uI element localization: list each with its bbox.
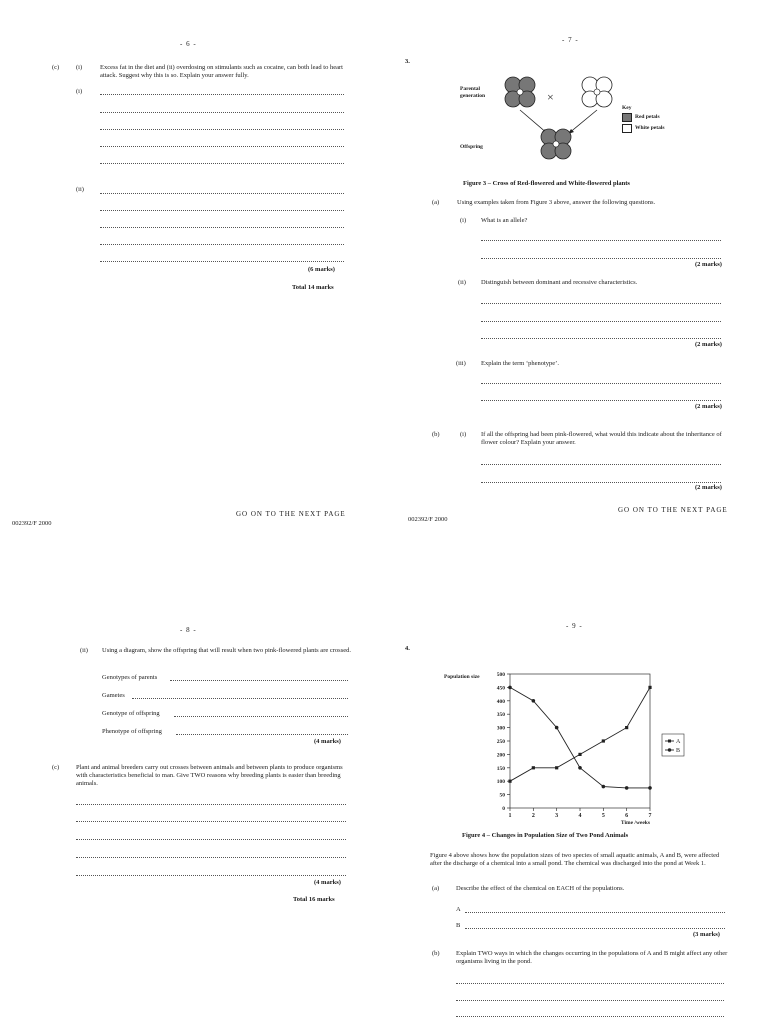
marks-label: (2 marks)	[695, 484, 722, 491]
y-tick-label: 350	[496, 712, 505, 719]
x-tick-label: 6	[625, 813, 629, 819]
question-part-label: (c)	[52, 764, 60, 771]
parental-generation-label: Parental generation	[460, 86, 486, 99]
marks-label: (4 marks)	[314, 738, 341, 745]
question-part-label: (b)	[432, 431, 440, 438]
question-text: Using examples taken from Figure 3 above, answer the following questions.	[457, 199, 656, 206]
answer-line	[76, 821, 346, 822]
answer-line	[481, 338, 721, 339]
x-tick-label: 1	[508, 813, 512, 819]
legend-label-B: B	[676, 748, 681, 755]
answer-line	[481, 258, 721, 259]
data-point-A	[555, 766, 558, 769]
answer-line	[76, 839, 346, 840]
answer-line	[481, 464, 721, 465]
answer-line	[481, 240, 721, 241]
question-number: 3.	[405, 58, 410, 65]
question-text: Using a diagram, show the offspring that will result when two pink-flowered plants are crossed.	[102, 647, 351, 654]
data-point-B	[648, 786, 652, 790]
white-flower-icon	[582, 77, 612, 107]
answer-line	[100, 94, 344, 95]
answer-line	[456, 983, 724, 984]
y-tick-label: 400	[496, 698, 505, 705]
answer-line	[100, 129, 344, 130]
legend-marker-A	[668, 740, 671, 743]
figure-caption: Figure 4 – Changes in Population Size of Two Pond Animals	[462, 832, 629, 839]
page-number: - 9 -	[566, 622, 583, 630]
answer-line	[174, 716, 348, 717]
population-line-chart	[440, 666, 690, 828]
question-text: Plant and animal breeders carry out crosses between animals and between plants to produce organisms with characteristics beneficial to man. Give TWO reasons why breeding plants is easier than breeding animals.	[76, 764, 343, 787]
answer-line	[176, 734, 348, 735]
answer-line	[132, 698, 348, 699]
series-line-B	[510, 687, 650, 788]
data-point-B	[555, 726, 559, 730]
data-point-B	[508, 686, 512, 690]
y-tick-label: 300	[496, 725, 505, 732]
answer-line	[100, 112, 344, 113]
data-point-B	[578, 766, 582, 770]
total-marks: Total 16 marks	[293, 896, 335, 903]
page-number: - 8 -	[180, 626, 197, 634]
answer-line	[100, 261, 344, 262]
answer-line	[456, 1016, 724, 1017]
key-white-label: White petals	[635, 125, 665, 131]
answer-label-i: (i)	[76, 88, 83, 95]
answer-line	[100, 227, 344, 228]
marks-label: (2 marks)	[695, 403, 722, 410]
sub-part-label: (iii)	[456, 360, 466, 367]
data-point-A	[508, 780, 511, 783]
x-tick-label: 2	[531, 813, 535, 819]
answer-label-ii: (ii)	[76, 186, 84, 193]
answer-line	[481, 321, 721, 322]
key-red-swatch	[622, 113, 632, 122]
genotype-offspring-label: Genotype of offspring	[102, 710, 160, 717]
genotypes-parents-label: Genotypes of parents	[102, 674, 158, 681]
answer-line	[465, 912, 725, 913]
answer-label-b: B	[456, 922, 461, 929]
sub-part-label: (i)	[460, 431, 467, 438]
question-text: Explain the term ‘phenotype’.	[481, 360, 559, 367]
question-part-label: (a)	[432, 199, 440, 206]
page-number: - 6 -	[180, 40, 197, 48]
answer-line	[170, 680, 348, 681]
answer-line	[100, 244, 344, 245]
cross-symbol: ×	[547, 90, 554, 104]
answer-line	[76, 875, 346, 876]
question-text: Explain TWO ways in which the changes occurring in the populations of A and B might affect any other organisms living in the pond.	[456, 950, 728, 965]
x-tick-label: 3	[555, 813, 559, 819]
question-text: Describe the effect of the chemical on EACH of the populations.	[456, 885, 625, 892]
y-tick-label: 200	[496, 752, 505, 759]
sub-part-label: (ii)	[458, 279, 466, 286]
answer-label-a: A	[456, 906, 461, 913]
red-flower-icon	[505, 77, 535, 107]
answer-line	[456, 1000, 724, 1001]
answer-line	[100, 210, 344, 211]
answer-line	[100, 146, 344, 147]
data-point-B	[532, 699, 536, 703]
y-tick-label: 450	[496, 685, 505, 692]
marks-label: (6 marks)	[308, 266, 335, 273]
data-point-B	[625, 786, 629, 790]
question-text: What is an allele?	[481, 217, 528, 224]
question-text: Excess fat in the diet and (ii) overdosing on stimulants such as cocaine, can both lead to heart attack. Suggest why this is so. Explain your answer fully.	[100, 64, 343, 79]
page-number: - 7 -	[562, 36, 579, 44]
question-part-label: (c)	[52, 64, 60, 71]
gametes-label: Gametes	[102, 692, 125, 699]
legend-label-A: A	[676, 739, 681, 746]
data-point-A	[602, 739, 605, 742]
offspring-flower-icon	[541, 129, 571, 159]
y-axis-label: Population size	[444, 674, 480, 680]
go-on-label: GO ON TO THE NEXT PAGE	[618, 506, 728, 514]
answer-line	[481, 400, 721, 401]
offspring-label: Offspring	[460, 144, 483, 150]
answer-line	[481, 303, 721, 304]
answer-line	[76, 857, 346, 858]
marks-label: (4 marks)	[314, 879, 341, 886]
figure-intro-text: Figure 4 above shows how the population sizes of two species of small aquatic animals, A and B, were affected after the discharge of a chemical into a small pond. The chemical was discharged into the pond at Week 1.	[430, 852, 720, 867]
x-axis-label: Time /weeks	[620, 820, 650, 826]
paper-code: 002392/F 2000	[12, 520, 52, 527]
marks-label: (3 marks)	[693, 931, 720, 938]
x-tick-label: 5	[601, 813, 605, 819]
question-part-label: (b)	[432, 950, 440, 957]
phenotype-offspring-label: Phenotype of offspring	[102, 728, 162, 735]
paper-code: 002392/F 2000	[408, 516, 448, 523]
answer-line	[481, 482, 721, 483]
y-tick-label: 100	[496, 779, 505, 786]
marks-label: (2 marks)	[695, 261, 722, 268]
sub-part-label: (ii)	[80, 647, 88, 654]
go-on-label: GO ON TO THE NEXT PAGE	[236, 510, 346, 518]
legend-box	[662, 734, 684, 756]
question-number: 4.	[405, 645, 410, 652]
key-title: Key	[622, 105, 632, 111]
data-point-A	[648, 686, 651, 689]
answer-line	[100, 193, 344, 194]
figure-caption: Figure 3 – Cross of Red-flowered and White-flowered plants	[463, 180, 630, 187]
x-tick-label: 4	[578, 813, 582, 819]
question-part-label: (a)	[432, 885, 440, 892]
legend-marker-B	[668, 748, 671, 751]
marks-label: (2 marks)	[695, 341, 722, 348]
y-tick-label: 150	[496, 765, 505, 772]
data-point-A	[578, 753, 581, 756]
data-point-A	[532, 766, 535, 769]
question-text: If all the offspring had been pink-flowered, what would this indicate about the inheritance of flower colour? Explain your answer.	[481, 431, 722, 446]
y-tick-label: 500	[496, 672, 505, 678]
key-white-swatch	[622, 124, 632, 133]
sub-part-label: (i)	[460, 217, 467, 224]
answer-line	[76, 804, 346, 805]
y-tick-label: 50	[499, 792, 505, 799]
y-tick-label: 0	[502, 806, 505, 812]
x-tick-label: 7	[648, 813, 652, 819]
data-point-B	[602, 785, 606, 789]
question-text: Distinguish between dominant and recessive characteristics.	[481, 279, 638, 286]
total-marks: Total 14 marks	[292, 284, 334, 291]
y-tick-label: 250	[496, 739, 505, 745]
answer-line	[100, 163, 344, 164]
answer-line	[465, 928, 725, 929]
key-red-label: Red petals	[635, 114, 660, 120]
data-point-A	[625, 726, 628, 729]
sub-part-label: (i)	[76, 64, 83, 71]
answer-line	[481, 383, 721, 384]
